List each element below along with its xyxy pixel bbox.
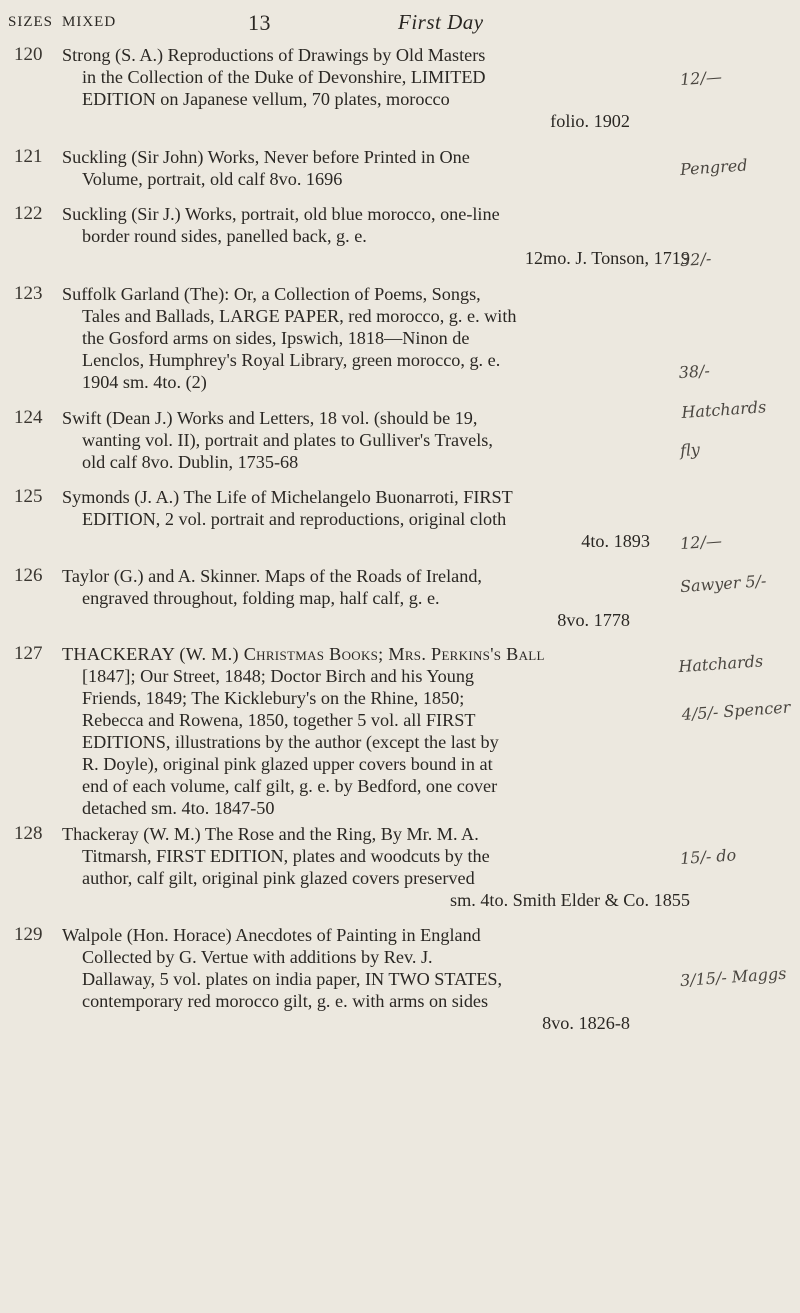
handwritten-price: fly	[679, 439, 701, 461]
lot-number: 124	[14, 407, 43, 428]
header-sizes-label: SIZES	[8, 14, 54, 30]
lot-number: 120	[14, 44, 43, 65]
lot-number: 125	[14, 486, 43, 507]
entry-line: EDITIONS, illustrations by the author (except the last by	[82, 732, 499, 752]
entry-line: Suffolk Garland (The): Or, a Collection of Poems, Songs,	[62, 284, 481, 304]
entry-line: detached sm. 4to. 1847-50	[82, 798, 275, 818]
entry-line: EDITION, 2 vol. portrait and reproductions, original cloth	[82, 509, 507, 529]
handwritten-price: 38/- Hatchards	[678, 361, 767, 423]
entry-line: the Gosford arms on sides, Ipswich, 1818—Ninon de	[82, 328, 470, 348]
entry-line: old calf 8vo. Dublin, 1735-68	[82, 452, 299, 472]
entry-line: border round sides, panelled back, g. e.	[82, 226, 367, 246]
entry-line: Lenclos, Humphrey's Royal Library, green morocco, g. e.	[82, 350, 501, 370]
entry-imprint: 8vo. 1778	[557, 610, 630, 630]
entry-line: EDITION on Japanese vellum, 70 plates, morocco	[82, 89, 450, 109]
page-number: 13	[248, 10, 271, 35]
entry-text	[62, 407, 690, 473]
entry-text	[62, 486, 690, 552]
entry-line: Rebecca and Rowena, 1850, together 5 vol. all FIRST	[82, 710, 476, 730]
handwritten-price: 15/- do	[679, 845, 737, 869]
entry-line: wanting vol. II), portrait and plates to Gulliver's Travels,	[82, 430, 493, 450]
entry-line: R. Doyle), original pink glazed upper covers bound in at	[82, 754, 493, 774]
entry-line: Strong (S. A.) Reproductions of Drawings by Old Masters	[62, 45, 486, 65]
lot-number: 128	[14, 823, 43, 844]
handwritten-price: 32/-	[679, 248, 712, 271]
entry-text	[62, 203, 690, 269]
lot-number: 126	[14, 565, 43, 586]
entry-text	[62, 283, 690, 393]
handwritten-price: Pengred	[679, 155, 749, 180]
lot-number: 129	[14, 924, 43, 945]
entry-line: Volume, portrait, old calf 8vo. 1696	[82, 169, 343, 189]
entry-line: THACKERAY (W. M.) Christmas Books; Mrs. Perkins's Ball	[62, 644, 545, 664]
entry-line: Symonds (J. A.) The Life of Michelangelo Buonarroti, FIRST	[62, 487, 513, 507]
lot-number: 123	[14, 283, 43, 304]
entry-line: [1847]; Our Street, 1848; Doctor Birch and his Young	[82, 666, 475, 686]
entry-line: Friends, 1849; The Kicklebury's on the Rhine, 1850;	[82, 688, 465, 708]
entry-text	[62, 565, 690, 631]
entry-imprint: 12mo. J. Tonson, 1719	[524, 248, 690, 268]
entry-line: Thackeray (W. M.) The Rose and the Ring, By Mr. M. A.	[62, 824, 479, 844]
header-day-title: First Day	[398, 10, 484, 34]
entry-text	[62, 924, 690, 1034]
entry-line: engraved throughout, folding map, half calf, g. e.	[82, 588, 440, 608]
entry-line: contemporary red morocco gilt, g. e. with arms on sides	[82, 991, 489, 1011]
entry-line: Suckling (Sir John) Works, Never before Printed in One	[62, 147, 470, 167]
entry-text	[62, 44, 690, 132]
entry-text	[62, 643, 690, 819]
entry-line: Tales and Ballads, LARGE PAPER, red morocco, g. e. with	[82, 306, 517, 326]
entry-line: author, calf gilt, original pink glazed covers preserved	[82, 868, 475, 888]
entry-line: 1904 sm. 4to. (2)	[82, 372, 207, 392]
entry-line: Dallaway, 5 vol. plates on india paper, IN TWO STATES,	[82, 969, 503, 989]
handwritten-price: 3/15/- Maggs	[679, 963, 787, 991]
handwritten-price: Hatchards 4/5/- Spencer	[677, 651, 791, 725]
lot-number: 122	[14, 203, 43, 224]
entry-line: Collected by G. Vertue with additions by Rev. J.	[82, 947, 433, 967]
handwritten-price: 12/—	[679, 531, 723, 554]
entry-imprint: sm. 4to. Smith Elder & Co. 1855	[450, 890, 690, 910]
entry-line: Suckling (Sir J.) Works, portrait, old blue morocco, one-line	[62, 204, 500, 224]
entry-line: Swift (Dean J.) Works and Letters, 18 vol. (should be 19,	[62, 408, 478, 428]
entry-line: Walpole (Hon. Horace) Anecdotes of Painting in England	[62, 925, 481, 945]
lot-number: 127	[14, 643, 43, 664]
entry-line: Taylor (G.) and A. Skinner. Maps of the Roads of Ireland,	[62, 566, 482, 586]
entry-imprint: folio. 1902	[550, 111, 630, 131]
entry-line: Titmarsh, FIRST EDITION, plates and woodcuts by the	[82, 846, 490, 866]
entry-text	[62, 146, 690, 190]
entry-imprint: 4to. 1893	[581, 531, 650, 551]
handwritten-price: 12/—	[679, 67, 723, 90]
entry-line: in the Collection of the Duke of Devonshire, LIMITED	[82, 67, 486, 87]
header-mixed-label: MIXED	[62, 14, 117, 30]
entry-imprint: 8vo. 1826-8	[542, 1013, 630, 1033]
entry-text	[62, 823, 690, 911]
handwritten-price: Sawyer 5/-	[679, 571, 767, 597]
lot-number: 121	[14, 146, 43, 167]
page-header	[0, 10, 800, 40]
entry-line: end of each volume, calf gilt, g. e. by Bedford, one cover	[82, 776, 498, 796]
